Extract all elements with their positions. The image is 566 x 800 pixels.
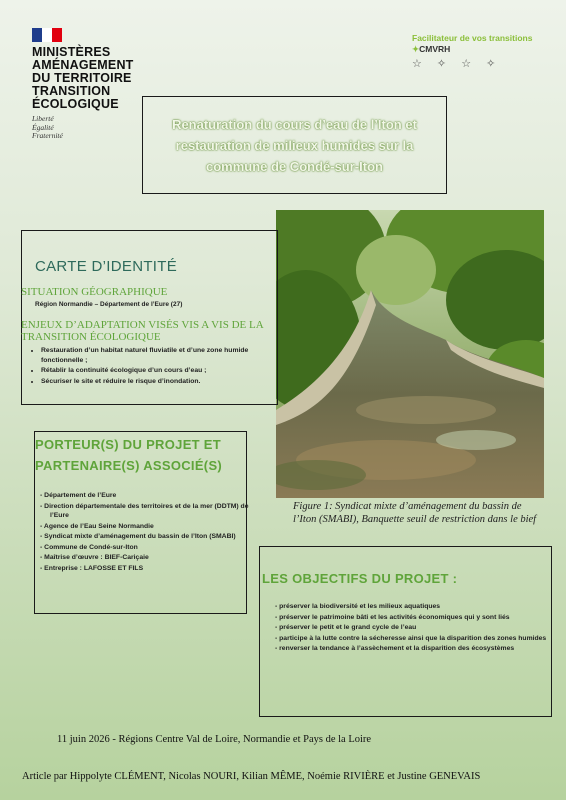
ministry-line: AMÉNAGEMENT <box>32 58 134 72</box>
partner-name: Maîtrise d’œuvre : BIEF-Cariçaie <box>44 554 149 561</box>
list-item: • Rétablir la continuité écologique d’un cours d’eau ; <box>41 366 267 376</box>
ministry-line: TRANSITION <box>32 84 111 98</box>
list-item: - participe à la lutte contre la sécheresse ainsi que la disparition des zones humides <box>275 634 547 642</box>
partner-name: Entreprise : LAFOSSE ET FILS <box>44 564 144 572</box>
list-item: - préserver le petit et le grand cycle de l’eau <box>275 624 417 631</box>
list-item: - Entreprise : LAFOSSE ET FILS <box>40 564 144 572</box>
partner-name: Commune de Condé-sur-Iton <box>44 543 138 551</box>
objective-text: renverser la tendance à l’assèchement et la disparition des écosystèmes <box>279 645 515 652</box>
partner-name: Direction départementale des territoires et de la mer (DDTM) de l’Eure <box>44 502 249 519</box>
motto-line: Égalité <box>32 122 54 132</box>
facilitator-brand-text: CMVRH <box>419 44 451 54</box>
list-item: • Restauration d’un habitat naturel fluviatile et d’une zone humide fonctionnelle ; <box>41 346 267 365</box>
objective-text: participe à la lutte contre la sécheresse ainsi que la disparition des zones humides <box>279 634 547 642</box>
facilitator-logo <box>412 33 552 70</box>
ministry-logo <box>32 28 152 141</box>
ministry-name <box>32 46 152 111</box>
partners-heading: PORTEUR(S) DU PROJET ET PARTENAIRE(S) ASSOCIÉ(S) <box>35 437 223 473</box>
motto-line: Fraternité <box>32 131 63 140</box>
objective-text: préserver la biodiversité et les milieux aquatiques <box>279 603 441 610</box>
list-item: - Département de l’Eure <box>40 492 117 499</box>
leaf-icon: ✦ <box>412 44 420 54</box>
facilitator-brand <box>412 44 552 55</box>
ministry-line: ÉCOLOGIQUE <box>32 97 119 111</box>
photo-caption: Figure 1: Syndicat mixte d’aménagement du bassin de l’Iton (SMABI), Banquette seuil de restriction dans le bief <box>293 501 537 525</box>
list-item: - Maîtrise d’œuvre : BIEF-Cariçaie <box>40 554 149 561</box>
objectives-heading: LES OBJECTIFS DU PROJET : <box>262 571 458 586</box>
facilitator-tagline: Facilitateur de vos transitions <box>412 33 533 43</box>
list-item: - Direction départementale des territoires et de la mer (DDTM) de l’Eure <box>40 502 249 519</box>
objectives-list <box>270 602 548 655</box>
situation-heading: SITUATION GÉOGRAPHIQUE <box>21 286 168 298</box>
list-item: • Sécuriser le site et réduire le risque d’inondation. <box>41 377 267 387</box>
list-item: - préserver le patrimoine bâti et les activités économiques qui y sont liés <box>275 613 510 621</box>
situation-value: Région Normandie – Département de l’Eure (27) <box>35 301 183 308</box>
river-photo <box>276 210 544 498</box>
identity-heading: CARTE D’IDENTITÉ <box>35 258 178 275</box>
list-item: - renverser la tendance à l’assèchement et la disparition des écosystèmes <box>275 645 515 652</box>
title-box <box>142 96 447 194</box>
french-flag-icon <box>32 28 62 42</box>
list-item: - Syndicat mixte d’aménagement du bassin de l’Iton (SMABI) <box>40 533 236 540</box>
motto-line: Liberté <box>32 114 54 123</box>
list-item: - Commune de Condé-sur-Iton <box>40 543 138 551</box>
date-line: 11 juin 2026 - Régions Centre Val de Loire, Normandie et Pays de la Loire <box>57 734 372 745</box>
stakes-heading: ENJEUX D’ADAPTATION VISÉS VIS A VIS DE LA TRANSITION ÉCOLOGIQUE <box>21 319 264 343</box>
objective-text: préserver le patrimoine bâti et les activités économiques qui y sont liés <box>279 613 510 621</box>
authors-line: Article par Hippolyte CLÉMENT, Nicolas NOURI, Kilian MÊME, Noémie RIVIÈRE et Justine GENEVAIS <box>22 771 481 782</box>
ministry-line: DU TERRITOIRE <box>32 71 132 85</box>
page-title: Renaturation du cours d’eau de l’Iton et restauration de milieux humides sur la commune de Condé-sur-Iton <box>172 116 417 174</box>
ministry-line: MINISTÈRES <box>32 45 111 59</box>
partner-name: Syndicat mixte d’aménagement du bassin de l’Iton (SMABI) <box>44 533 236 540</box>
partners-list <box>40 491 252 574</box>
objective-text: préserver le petit et le grand cycle de l’eau <box>279 624 417 631</box>
stars-decoration-icon: ☆ ✧ ☆ ✧ <box>412 58 502 70</box>
list-item: - Agence de l’Eau Seine Normandie <box>40 522 154 530</box>
list-item: - préserver la biodiversité et les milieux aquatiques <box>275 603 441 610</box>
partner-name: Département de l’Eure <box>44 492 117 499</box>
stakes-list <box>27 346 267 387</box>
partner-name: Agence de l’Eau Seine Normandie <box>43 522 154 530</box>
republic-motto <box>32 115 152 141</box>
